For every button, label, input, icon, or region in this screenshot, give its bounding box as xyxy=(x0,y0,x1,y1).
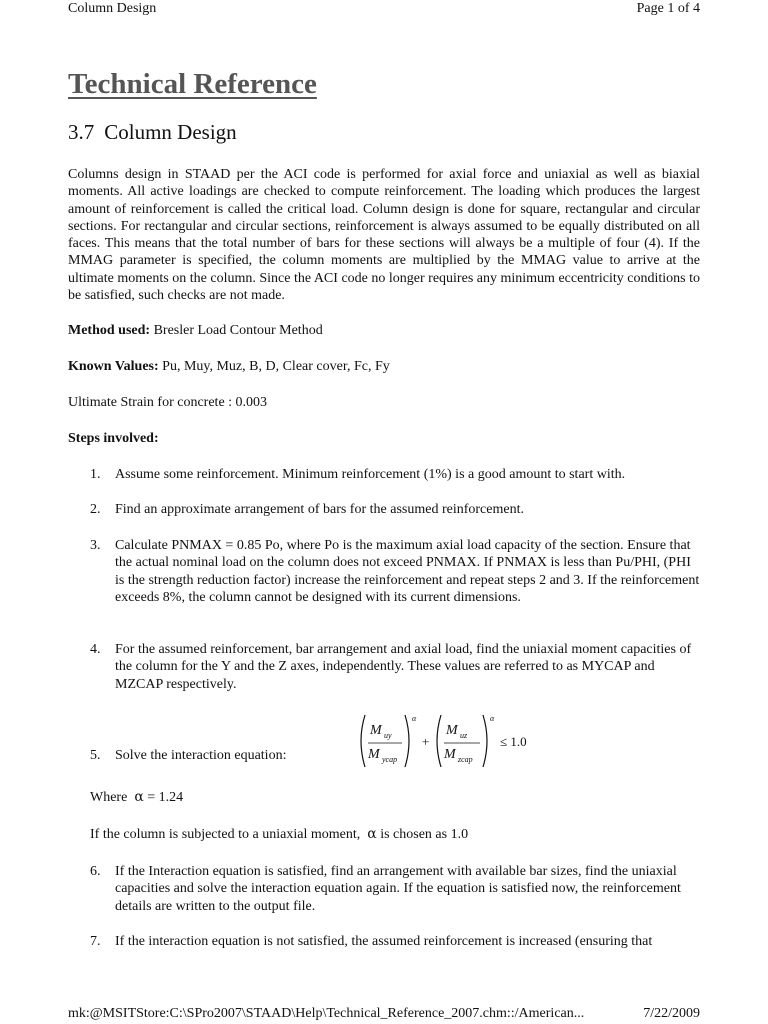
equation-exponent-2: α xyxy=(490,714,495,723)
interaction-equation xyxy=(356,712,536,770)
equation-rhs: ≤ 1.0 xyxy=(500,734,527,749)
uniaxial-note-suffix: is chosen as 1.0 xyxy=(380,827,469,842)
step-number: 5. xyxy=(90,748,101,763)
section-title: Column Design xyxy=(104,120,237,144)
uniaxial-note xyxy=(90,826,468,843)
step-text: For the assumed reinforcement, bar arrangement and axial load, find the uniaxial moment capacities of the column for the Y and the Z axes, independently. These values are referred to as MYCAP and MZCAP respectively. xyxy=(115,642,692,692)
list-item xyxy=(90,501,702,518)
section-number: 3.7 xyxy=(68,120,95,144)
footer-date: 7/22/2009 xyxy=(643,1006,700,1021)
intro-paragraph: Columns design in STAAD per the ACI code is performed for axial force and uniaxial as well as biaxial moments. All active loadings are checked to compute reinforcement. The loading which produces the largest amount of reinforcement is called the critical load. Column design is done for square, rectangular and circular sections. For rectangular and circular sections, reinforcement is always assumed to be equally distributed on all faces. This means that the total number of bars for these sections will always be a multiple of four (4). If the MMAG parameter is specified, the column moments are multiplied by the MMAG value to arrive at the ultimate moments on the column. Since the ACI code no longer requires any minimum eccentricity conditions to be satisfied, such checks are not made. xyxy=(68,167,700,304)
page-number: Page 1 of 4 xyxy=(636,1,700,16)
equation-numerator-2-sub: uz xyxy=(460,731,468,740)
step-number: 2. xyxy=(90,502,101,517)
list-item xyxy=(90,933,702,950)
equation-denominator-2: M xyxy=(444,747,456,762)
list-item xyxy=(90,537,702,606)
step-number: 7. xyxy=(90,934,101,949)
list-item xyxy=(90,641,702,693)
footer-url: mk:@MSITStore:C:\SPro2007\STAAD\Help\Technical_Reference_2007.chm::/American... xyxy=(68,1006,585,1021)
page-title: Technical Reference xyxy=(68,68,317,100)
step-number: 3. xyxy=(90,538,101,553)
equation-denominator-2-sub: zcap xyxy=(458,755,473,764)
list-item xyxy=(90,466,702,483)
known-values-label: Known Values: xyxy=(68,359,159,374)
step-number: 4. xyxy=(90,642,101,657)
step-text: If the Interaction equation is satisfied, find an arrangement with available bar sizes, find the uniaxial capacities and solve the interaction equation again. If the equation is satisfied now, the reinforcement details are written to the output file. xyxy=(115,864,681,914)
known-values-value: Pu, Muy, Muz, B, D, Clear cover, Fc, Fy xyxy=(158,359,390,374)
alpha-symbol: α xyxy=(134,789,144,805)
step-text: Calculate PNMAX = 0.85 Po, where Po is the maximum axial load capacity of the section. Ensure that the actual nominal load on the column does not exceed PNMAX. If PNMAX is less than Pu/PHI, (PHI is the strength reduction factor) increase the reinforcement and repeat steps 2 and 3. If the reinforcement exceeds 8%, the column cannot be designed with its current dimensions. xyxy=(115,538,700,605)
alpha-value: = 1.24 xyxy=(147,790,184,805)
list-item xyxy=(90,863,702,915)
step-text: Find an approximate arrangement of bars for the assumed reinforcement. xyxy=(115,502,524,517)
method-value: Bresler Load Contour Method xyxy=(150,323,323,338)
equation-plus: + xyxy=(422,734,430,749)
equation-numerator-1-sub: uy xyxy=(384,731,392,740)
uniaxial-note-text: If the column is subjected to a uniaxial moment, xyxy=(90,827,361,842)
section-heading xyxy=(68,120,237,145)
known-values-line xyxy=(68,359,390,375)
step-number: 6. xyxy=(90,864,101,879)
equation-denominator-1: M xyxy=(368,747,380,762)
method-label: Method used: xyxy=(68,323,151,338)
step-number: 1. xyxy=(90,467,101,482)
alpha-value-line xyxy=(90,789,183,806)
equation-denominator-1-sub: ycap xyxy=(382,755,398,764)
step-text: Solve the interaction equation: xyxy=(115,748,287,763)
step-text: Assume some reinforcement. Minimum reinforcement (1%) is a good amount to start with. xyxy=(115,467,626,482)
method-line xyxy=(68,323,323,339)
alpha-symbol: α xyxy=(367,826,377,842)
equation-numerator-2: M xyxy=(446,723,458,738)
where-label: Where xyxy=(90,790,128,805)
step-text: If the interaction equation is not satisfied, the assumed reinforcement is increased (ensuring that xyxy=(115,934,653,949)
page-header-title: Column Design xyxy=(68,1,157,16)
steps-heading: Steps involved: xyxy=(68,431,159,446)
ultimate-strain-line: Ultimate Strain for concrete : 0.003 xyxy=(68,395,268,410)
equation-numerator-1: M xyxy=(370,723,382,738)
equation-exponent-1: α xyxy=(412,714,417,723)
